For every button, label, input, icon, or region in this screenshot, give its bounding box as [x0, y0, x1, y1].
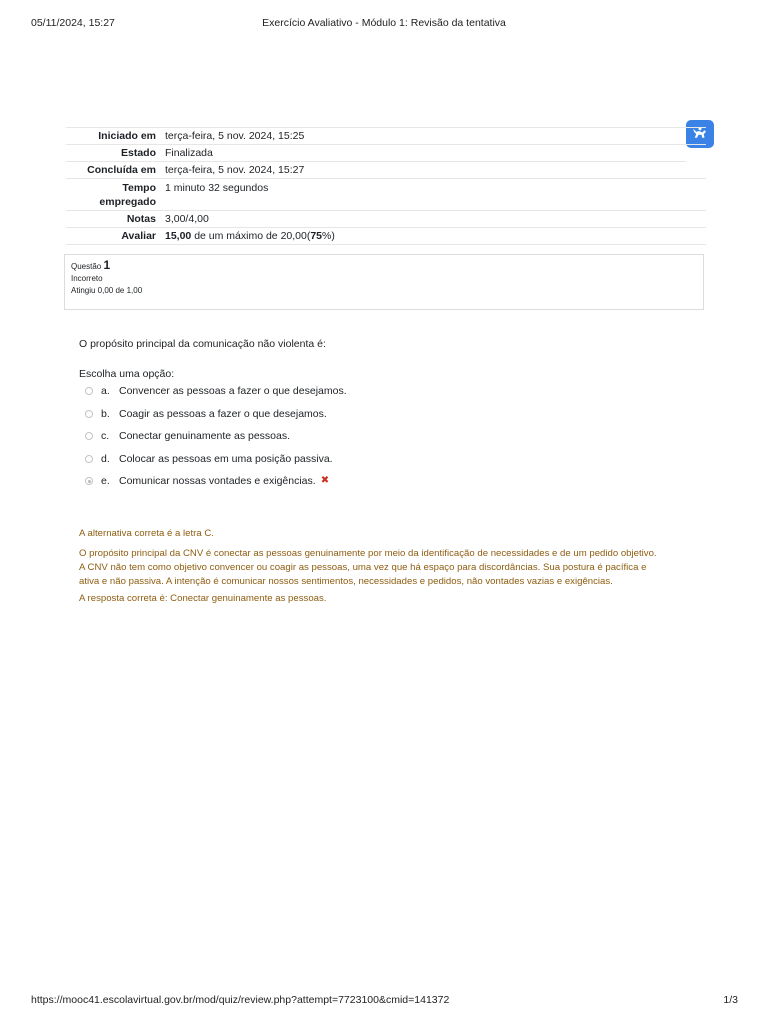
option-letter: e. — [101, 475, 110, 487]
answer-option-a[interactable] — [85, 384, 685, 407]
question-number: 1 — [103, 258, 111, 272]
print-header — [0, 17, 768, 31]
summary-label: Notas — [126, 213, 156, 225]
print-footer — [0, 994, 768, 1008]
option-letter: c. — [101, 430, 110, 442]
answer-option-c[interactable] — [85, 429, 685, 452]
answer-option-b[interactable] — [85, 407, 685, 430]
print-datetime: 05/11/2024, 15:27 — [31, 17, 115, 29]
summary-label: Estado — [120, 147, 156, 159]
feedback-explanation-line: ativa e não passiva. A intenção é comunicar nossos sentimentos, necessidades e pedidos, não vontades vazias e exigências. — [79, 576, 613, 587]
summary-value: terça-feira, 5 nov. 2024, 15:27 — [165, 164, 305, 176]
print-page-title: Exercício Avaliativo - Módulo 1: Revisão da tentativa — [262, 17, 506, 29]
radio-button-selected[interactable] — [85, 477, 93, 485]
option-text: Convencer as pessoas a fazer o que desejamos. — [119, 385, 347, 397]
radio-button[interactable] — [85, 455, 93, 463]
answer-prompt: Escolha uma opção: — [79, 368, 175, 380]
question-number-line — [71, 259, 697, 273]
radio-button[interactable] — [85, 410, 93, 418]
question-state: Incorreto — [71, 274, 103, 283]
option-letter: d. — [101, 452, 110, 465]
summary-value: 3,00/4,00 — [165, 213, 209, 225]
option-letter: b. — [101, 407, 110, 420]
option-text: Colocar as pessoas em uma posição passiva. — [119, 452, 333, 465]
summary-row-completed — [66, 161, 686, 178]
attempt-summary-table — [66, 127, 706, 245]
answer-options — [85, 384, 685, 497]
summary-label: Concluída em — [87, 164, 156, 176]
summary-row-started — [66, 127, 706, 144]
print-url: https://mooc41.escolavirtual.gov.br/mod/quiz/review.php?attempt=7723100&cmid=141372 — [31, 994, 450, 1006]
summary-label: Tempo empregado — [99, 182, 156, 208]
grade-percent: 75 — [310, 230, 323, 242]
feedback-explanation-line: O propósito principal da CNV é conectar as pessoas genuinamente por meio da identificação de necessidades e de um pedido objetivo. — [79, 548, 657, 559]
summary-row-marks — [66, 210, 706, 227]
feedback-right-answer: A resposta correta é: Conectar genuinamente as pessoas. — [79, 593, 327, 604]
option-text: Coagir as pessoas a fazer o que desejamos. — [119, 407, 327, 420]
option-letter: a. — [101, 385, 110, 397]
summary-value: Finalizada — [165, 147, 213, 159]
summary-grade-value — [165, 228, 335, 244]
answer-option-e[interactable] — [85, 474, 685, 497]
general-feedback — [79, 527, 699, 606]
option-text: Comunicar nossas vontades e exigências. — [119, 475, 316, 487]
grade-percent-suffix: %) — [322, 230, 335, 242]
radio-button[interactable] — [85, 432, 93, 440]
incorrect-x-icon: ✖ — [320, 475, 330, 486]
question-grade: Atingiu 0,00 de 1,00 — [71, 286, 143, 295]
question-text: O propósito principal da comunicação não violenta é: — [79, 338, 326, 350]
grade-score: 15,00 — [165, 230, 192, 242]
summary-value: terça-feira, 5 nov. 2024, 15:25 — [165, 130, 305, 142]
radio-button[interactable] — [85, 387, 93, 395]
grade-max-text: de um máximo de 20,00( — [191, 230, 311, 242]
summary-row-time-taken — [66, 178, 706, 210]
question-formulation — [79, 337, 699, 487]
print-page-number: 1/3 — [723, 994, 738, 1006]
summary-value: 1 minuto 32 segundos — [165, 182, 269, 194]
summary-label: Avaliar — [121, 230, 156, 242]
feedback-correct-letter: A alternativa correta é a letra C. — [79, 528, 214, 539]
summary-row-state — [66, 144, 706, 161]
option-text: Conectar genuinamente as pessoas. — [119, 430, 291, 442]
answer-option-d[interactable] — [85, 452, 685, 475]
feedback-explanation-line: A CNV não tem como objetivo convencer ou coagir as pessoas, uma vez que há espaço para discordâncias. Sua postura é pacífica e — [79, 562, 647, 573]
question-info-box — [64, 254, 704, 310]
question-prefix: Questão — [71, 262, 102, 271]
summary-label: Iniciado em — [98, 130, 156, 142]
summary-row-grade — [66, 227, 706, 245]
